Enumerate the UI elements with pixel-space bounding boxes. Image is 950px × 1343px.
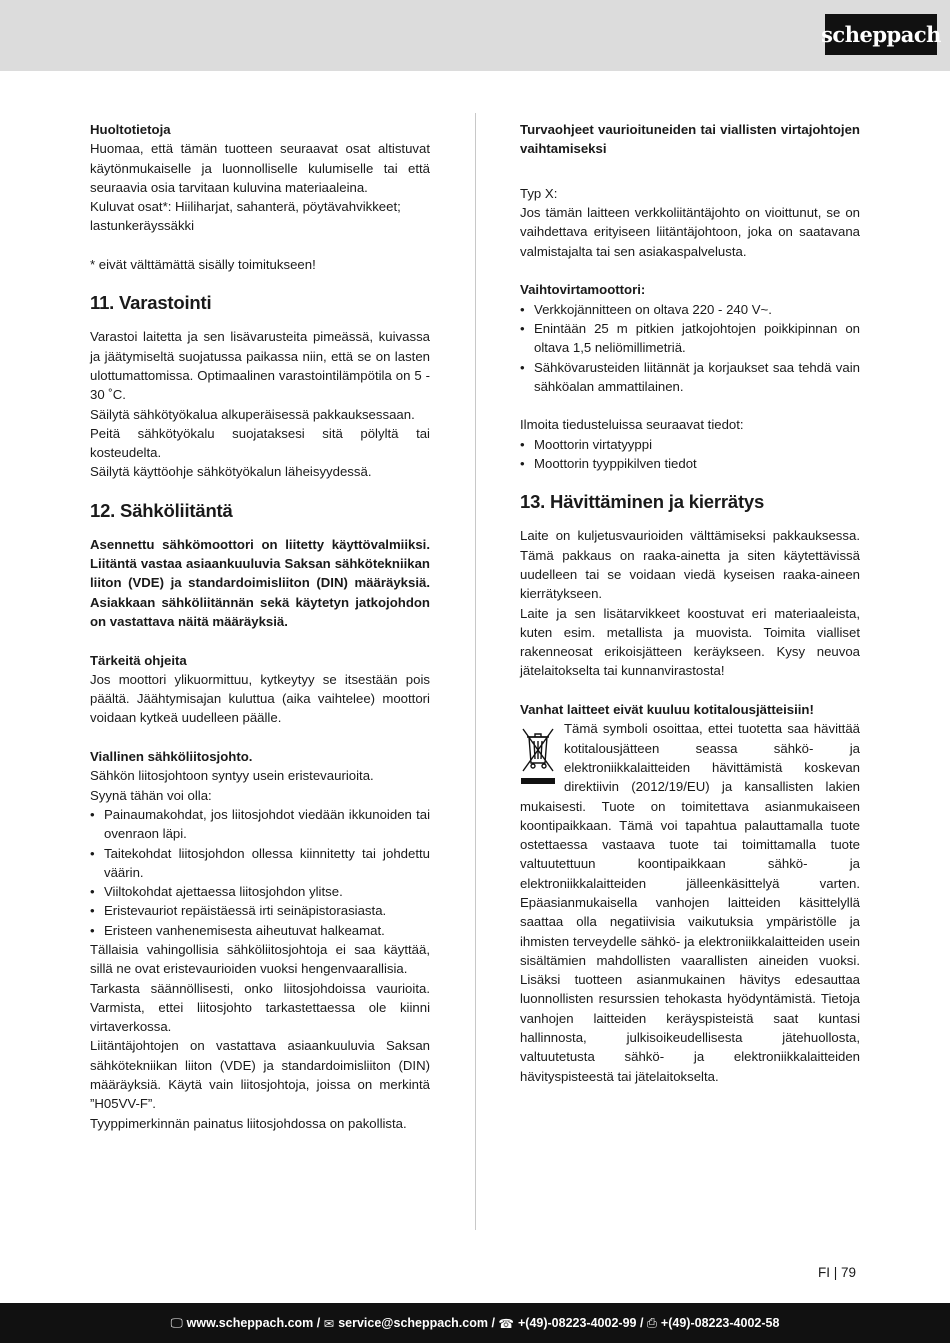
- list-item: • Verkkojännitteen on oltava 220 - 240 V~.: [520, 300, 860, 319]
- phone-number: +(49)-08223-4002-99 /: [517, 1316, 644, 1330]
- vaihto-title: Vaihtovirtamoottori:: [520, 282, 646, 298]
- footer-contact-bar: [0, 1303, 950, 1343]
- scheppach-logo: scheppach: [825, 14, 937, 55]
- page-number: FI | 79: [818, 1265, 857, 1280]
- tyyppi-text: Tyyppimerkinnän painatus liitosjohdossa on pakollista.: [90, 1115, 407, 1131]
- list-item: • Sähkövarusteiden liitännät ja korjaukset saa tehdä vain sähköalan ammattilainen.: [520, 358, 860, 397]
- computer-icon: 🖵: [170, 1315, 183, 1330]
- tallaisia-text: Tällaisia vahingollisia sähköliitosjohtoja ei saa käyttää, sillä ne ovat eristevaurioiden vuoksi hengenvaarallisia.: [90, 941, 430, 977]
- fax-number: +(49)-08223-4002-58: [660, 1316, 780, 1330]
- list-item: • Eristevauriot repäistäessä irti seinäpistorasiasta.: [90, 901, 430, 920]
- kuluvat-osat: Kuluvat osat*: Hiiliharjat, sahanterä, pöytävahvikkeet; lastunkeräyssäkki: [90, 199, 401, 234]
- liitanta-text: Liitäntäjohtojen on vastattava asiaankuuluvia Saksan sähkötekniikan liiton (VDE) ja standardoimisliiton (DIN) määräyksiä. Käytä vain liitosjohtoja, joissa on merkintä ”H05VV-F”.: [90, 1038, 430, 1112]
- heading-havittaminen: 13. Hävittäminen ja kierrätys: [520, 491, 765, 513]
- list-item: • Enintään 25 m pitkien jatkojohtojen poikkipinnan on oltava 1,5 neliömillimetriä.: [520, 319, 860, 358]
- list-item: • Taitekohdat liitosjohdon ollessa kiinnitetty tai johdettu väärin.: [90, 844, 430, 883]
- left-column: [90, 120, 430, 1133]
- sailyta-text-1: Säilytä sähkötyökalua alkuperäisessä pakkauksessaan.: [90, 406, 415, 422]
- email-link[interactable]: service@scheppach.com /: [338, 1316, 495, 1330]
- top-header-bar: [0, 0, 950, 71]
- viallinen-text-1: Sähkön liitosjohtoon syntyy usein eristevaurioita.: [90, 768, 374, 784]
- tarkasta-text: Tarkasta säännöllisesti, onko liitosjohdoissa vaurioita. Varmista, ettei liitosjohto tarkastettaessa ole kiinni virtaverkossa.: [90, 980, 430, 1035]
- fax-icon: ⎙: [646, 1315, 657, 1330]
- heading-sahkoliitanta: 12. Sähköliitäntä: [90, 499, 233, 521]
- tarkeita-text: Jos moottori ylikuormittuu, kytkeytyy se itsestään pois päältä. Jäähtymisajan kuluttua (aika vaihtelee) moottori voidaan kytkeä uudelleen päälle.: [90, 671, 430, 726]
- column-divider: [475, 113, 476, 1230]
- viallinen-text-2: Syynä tähän voi olla:: [90, 787, 212, 803]
- list-item: • Viiltokohdat ajettaessa liitosjohdon ylitse.: [90, 882, 430, 901]
- huolto-title: Huoltotietoja: [90, 122, 171, 137]
- crossed-bin-icon: [520, 723, 556, 789]
- varastoi-text: Varastoi laitetta ja sen lisävarusteita pimeässä, kuivassa ja jäätymiseltä suojatussa paikassa niin, että se on lasten ulottumattomissa. Optimaalinen varastointilämpötila on 5 - 30 ˚C.: [90, 329, 430, 403]
- vanhat-text: Tämä symboli osoittaa, ettei tuotetta saa hävittää kotitalousjätteen seassa sähkö- ja elektroniikkalaitteiden hävittämistä koskevan direktiivin (2012/19/EU) ja kansallisten lakien mukaisesti. Tuote on toimitettava asianmukaiseen koontipaikkaan. Tämä voi tapahtua palauttamalla tuote ostettaessa vastaava tuote tai toimittamalla tuote valtuutettuun koontipaikkaan sähkö- ja elektroniikkalaitteiden jälleenkäsittelyä varten. Epäasianmukaisella vanhojen laitteiden käsittelyllä saattaa olla negatiivisia vaikutuksia ympäristölle ja ihmisten terveydelle sähkö- ja elektroniikkalaitteiden usein sisältämien mahdollisten vaarallisten aineiden vuoksi. Lisäksi tuotteen asianmukainen hävitys edesauttaa luonnollisten resurssien tehokasta hyödyntämistä. Tietoja vanhojen laitteiden keräyspisteistä saat kuntasi hallinnosta, julkisoikeudellisesta jätehuollosta, valtuutetusta sähkö- ja elektroniikkalaitteiden hävityspisteestä tai jätelaitokselta.: [520, 721, 860, 1084]
- list-item: • Moottorin virtatyyppi: [520, 435, 860, 454]
- laite-text-2: Laite ja sen lisätarvikkeet koostuvat eri materiaaleista, kuten esim. metallista ja muovista. Toimita vialliset rakenneosat erikoisjätteen keräykseen. Kysy neuvoa jätelaitokselta tai kunnanvirastosta!: [520, 605, 860, 679]
- ilmoita-text: Ilmoita tiedusteluissa seuraavat tiedot:: [520, 417, 744, 433]
- ilmoita-bullet-list: [520, 435, 860, 474]
- typx-text: Jos tämän laitteen verkkoliitäntäjohto on vioittunut, se on vaihdettava erityiseen liitäntäjohtoon, joka on saatavana valmistajalta tai sen asiakaspalvelusta.: [520, 205, 860, 259]
- heading-varastointi: 11. Varastointi: [90, 292, 212, 314]
- vanhat-title: Vanhat laitteet eivät kuuluu kotitalousjätteisiin!: [520, 702, 814, 718]
- asennettu-text: Asennettu sähkömoottori on liitetty käyttövalmiiksi. Liitäntä vastaa asiaankuuluvia Saksan sähkötekniikan liiton (VDE) ja standardoimisliiton (DIN) määräyksiä. Asiakkaan sähköliitännän sekä käytetyn jatkojohdon on vastattava näitä määräyksiä.: [90, 536, 430, 629]
- viallinen-bullet-list: [90, 805, 430, 940]
- website-link[interactable]: www.scheppach.com /: [186, 1316, 321, 1330]
- list-item: • Eristeen vanhenemisesta aiheutuvat halkeamat.: [90, 921, 430, 940]
- tarkeita-title: Tärkeitä ohjeita: [90, 652, 187, 668]
- huolto-text: Huomaa, että tämän tuotteen seuraavat osat altistuvat käytönmukaiselle ja luonnolliselle kulumiselle tai että seuraavia osia tarvitaan kuluvina materiaaleina.: [90, 141, 430, 195]
- phone-icon: ☎: [498, 1316, 514, 1331]
- peita-text: Peitä sähkötyökalu suojataksesi sitä pölyltä tai kosteudelta.: [90, 425, 430, 461]
- laite-text-1: Laite on kuljetusvaurioiden välttämiseksi pakkauksessa. Tämä pakkaus on raaka-ainetta ja siten käytettävissä uudelleen tai se voidaan viedä kyseisen raaka-aineen kierrätykseen.: [520, 528, 860, 602]
- right-column: [520, 120, 860, 1086]
- typx-label: Typ X:: [520, 185, 558, 201]
- turva-title: Turvaohjeet vaurioituneiden tai viallisten virtajohtojen vaihtamiseksi: [520, 122, 860, 157]
- list-item: • Moottorin tyyppikilven tiedot: [520, 454, 860, 473]
- mail-icon: ✉: [323, 1316, 335, 1331]
- delivery-note: * eivät välttämättä sisälly toimitukseen!: [90, 257, 316, 273]
- weee-section: [520, 719, 860, 1086]
- viallinen-title: Viallinen sähköliitosjohto.: [90, 749, 253, 765]
- list-item: • Painaumakohdat, jos liitosjohdot viedään ikkunoiden tai ovenraon läpi.: [90, 805, 430, 844]
- vaihto-bullet-list: [520, 300, 860, 396]
- sailyta-text-2: Säilytä käyttöohje sähkötyökalun läheisyydessä.: [90, 464, 372, 480]
